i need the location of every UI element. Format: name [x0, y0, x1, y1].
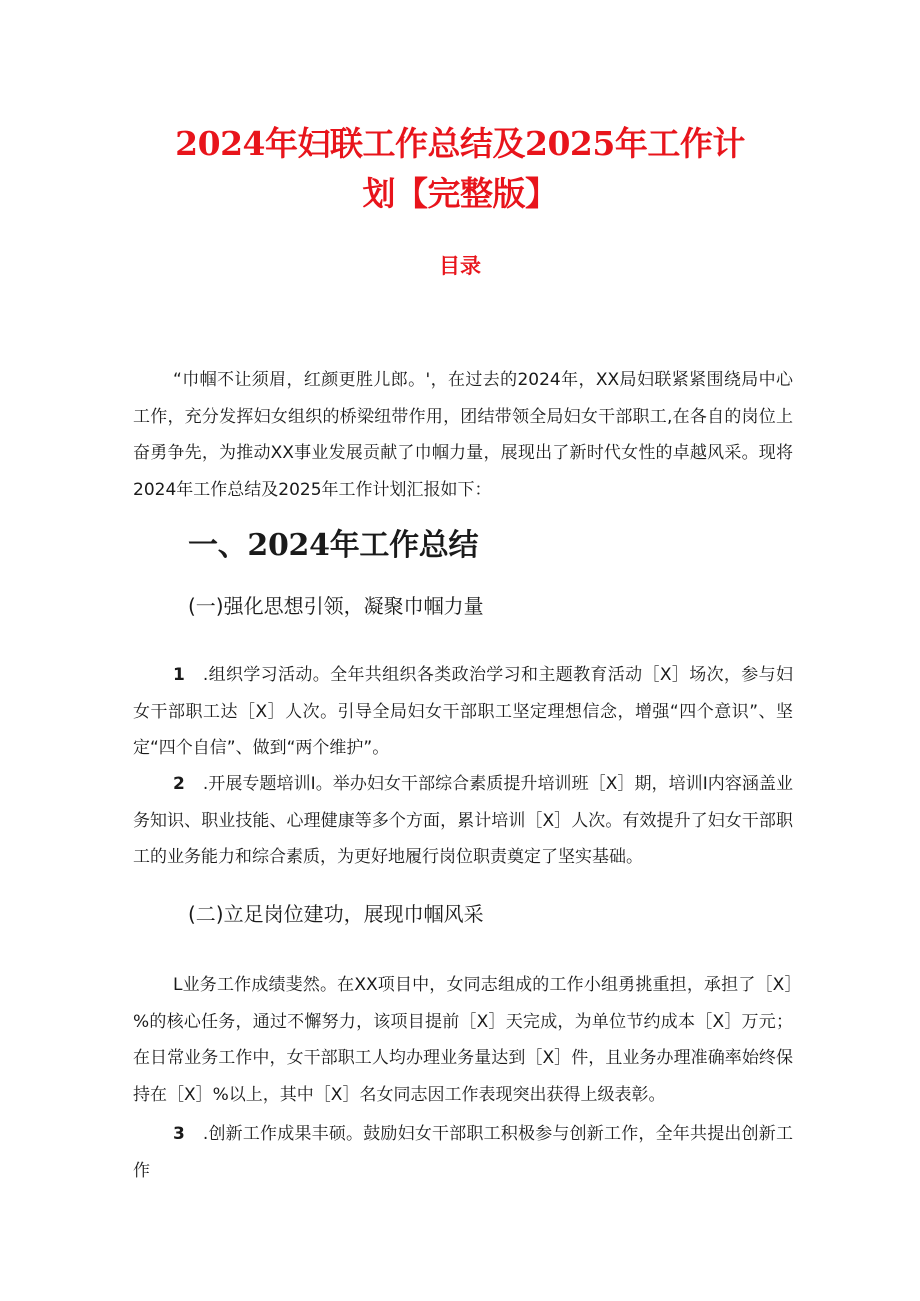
subsection-heading-ideological-guidance: (一)强化思想引领，凝聚巾帼力量 [188, 594, 484, 618]
item-number: 1 [173, 665, 185, 685]
item-text: .开展专题培训I。举办妇女干部综合素质提升培训班［X］期，培训I内容涵盖业务知识、职业技能、心理健康等多个方面，累计培训［X］人次。有效提升了妇女干部职工的业务能力和综合素质，为更好地履行岗位职责奠定了坚实基础。 [133, 774, 793, 867]
section-heading-work-summary: 一、2024年工作总结 [188, 528, 479, 563]
list-item-special-training [133, 766, 793, 876]
subsection-heading-post-achievements: (二)立足岗位建功，展现巾帼风采 [188, 902, 484, 926]
list-item-innovation-results [133, 1116, 793, 1189]
item-number: 2 [173, 774, 185, 794]
intro-paragraph: “巾帼不让须眉，红颜更胜儿郎。'，在过去的2024年，XX局妇联紧紧围绕局中心工作，充分发挥妇女组织的桥梁纽带作用，团结带领全局妇女干部职工,在各自的岗位上奋勇争先，为推动XX事业发展贡献了巾帼力量，展现出了新时代女性的卓越风采。现将2024年工作总结及2025年工作计划汇报如下： [133, 370, 793, 500]
item-number: 3 [173, 1124, 185, 1144]
table-of-contents-heading: 目录 [439, 254, 481, 278]
document-title-line-2: 划【完整版】 [362, 174, 558, 213]
item-text: .组织学习活动。全年共组织各类政治学习和主题教育活动［X］场次，参与妇女干部职工达［X］人次。引导全局妇女干部职工坚定理想信念，增强“四个意识”、坚定“四个自信”、做到“两个维护”。 [133, 665, 793, 758]
list-item-business-results: L业务工作成绩斐然。在XX项目中，女同志组成的工作小组勇挑重担，承担了［X］%的核心任务，通过不懈努力，该项目提前［X］天完成，为单位节约成本［X］万元；在日常业务工作中，女干部职工人均办理业务量达到［X］件，且业务办理准确率始终保持在［X］%以上，其中［X］名女同志因工作表现突出获得上级表彰。 [133, 975, 793, 1105]
list-item-study-activities [133, 657, 793, 767]
item-text: .创新工作成果丰硕。鼓励妇女干部职工积极参与创新工作，全年共提出创新工作 [133, 1124, 793, 1181]
document-title-line-1: 2024年妇联工作总结及2025年工作计 [175, 124, 745, 163]
